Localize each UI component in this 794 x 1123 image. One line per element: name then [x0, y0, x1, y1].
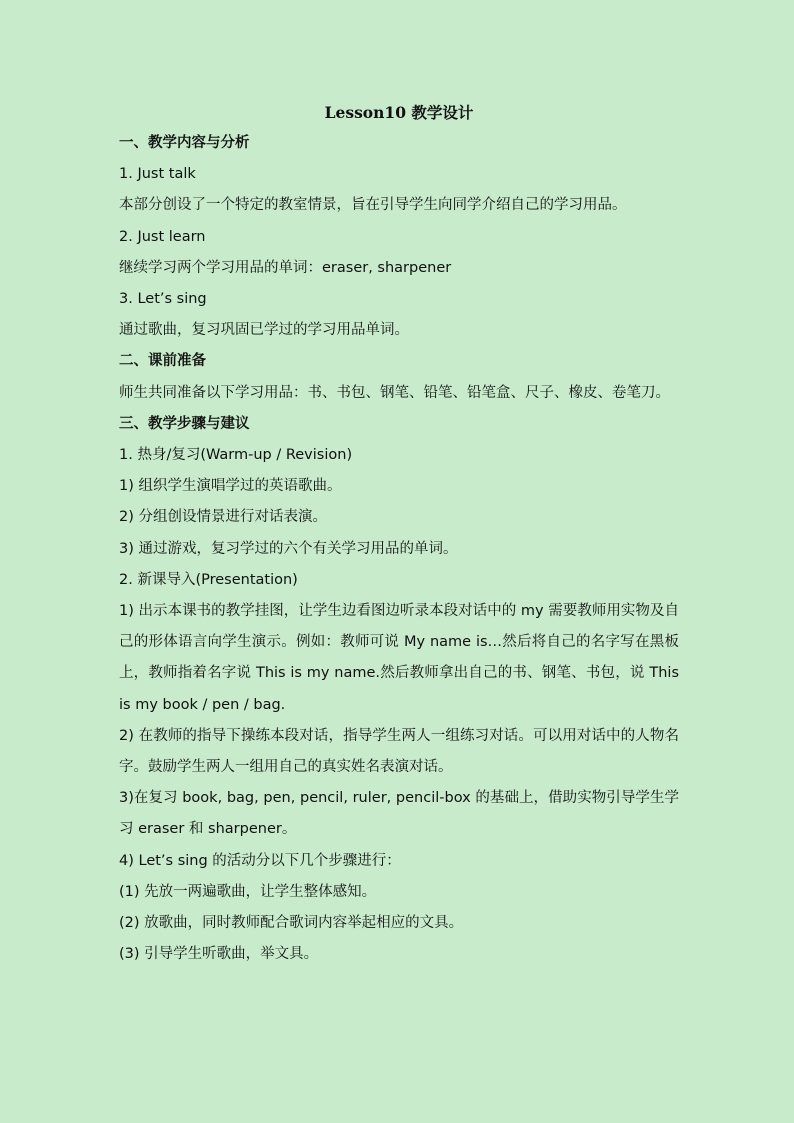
subheading-lets-sing: 3. Let’s sing: [119, 291, 207, 308]
list-item-sing-step-3: (3) 引导学生听歌曲，举文具。: [119, 946, 319, 963]
document-page: [119, 97, 679, 970]
paragraph-presentation-1: 1) 出示本课书的教学挂图，让学生边看图边听录本段对话中的 my 需要教师用实物及自己的形体语言向学生演示。例如：教师可说 My name is…然后将自己的名字写在黑板上，教师指着名字说 This is my name.然后教师拿出自己的书、钢笔、书包，说 This is my book / pen / bag.: [119, 603, 679, 713]
paragraph-just-talk: 本部分创设了一个特定的教室情景，旨在引导学生向同学介绍自己的学习用品。: [119, 197, 627, 214]
paragraph-preparation: 师生共同准备以下学习用品：书、书包、钢笔、铅笔、铅笔盒、尺子、橡皮、卷笔刀。: [119, 384, 670, 401]
subheading-warm-up: 1. 热身/复习(Warm-up / Revision): [119, 447, 353, 464]
paragraph-presentation-2: 2) 在教师的指导下操练本段对话，指导学生两人一组练习对话。可以用对话中的人物名字。鼓励学生两人一组用自己的真实姓名表演对话。: [119, 727, 679, 776]
document-title: Lesson10 教学设计: [324, 103, 474, 122]
section-heading-teaching-steps: 三、教学步骤与建议: [119, 415, 250, 432]
list-item-warm-up-2: 2) 分组创设情景进行对话表演。: [119, 509, 327, 526]
paragraph-presentation-3: 3)在复习 book, bag, pen, pencil, ruler, pencil-box 的基础上，借助实物引导学生学习 eraser 和 sharpener。: [119, 790, 679, 838]
subheading-just-learn: 2. Just learn: [119, 228, 206, 245]
subheading-just-talk: 1. Just talk: [119, 166, 196, 183]
list-item-warm-up-1: 1) 组织学生演唱学过的英语歌曲。: [119, 478, 342, 495]
paragraph-just-learn: 继续学习两个学习用品的单词：eraser, sharpener: [119, 259, 452, 276]
paragraph-lets-sing: 通过歌曲，复习巩固已学过的学习用品单词。: [119, 322, 409, 339]
list-item-sing-step-2: (2) 放歌曲，同时教师配合歌词内容举起相应的文具。: [119, 915, 464, 932]
list-item-warm-up-3: 3) 通过游戏，复习学过的六个有关学习用品的单词。: [119, 540, 458, 557]
paragraph-presentation-4: 4) Let’s sing 的活动分以下几个步骤进行：: [119, 852, 401, 869]
section-heading-preparation: 二、课前准备: [119, 353, 206, 370]
section-heading-content-analysis: 一、教学内容与分析: [119, 135, 250, 151]
subheading-presentation: 2. 新课导入(Presentation): [119, 571, 298, 588]
list-item-sing-step-1: (1) 先放一两遍歌曲，让学生整体感知。: [119, 883, 377, 900]
